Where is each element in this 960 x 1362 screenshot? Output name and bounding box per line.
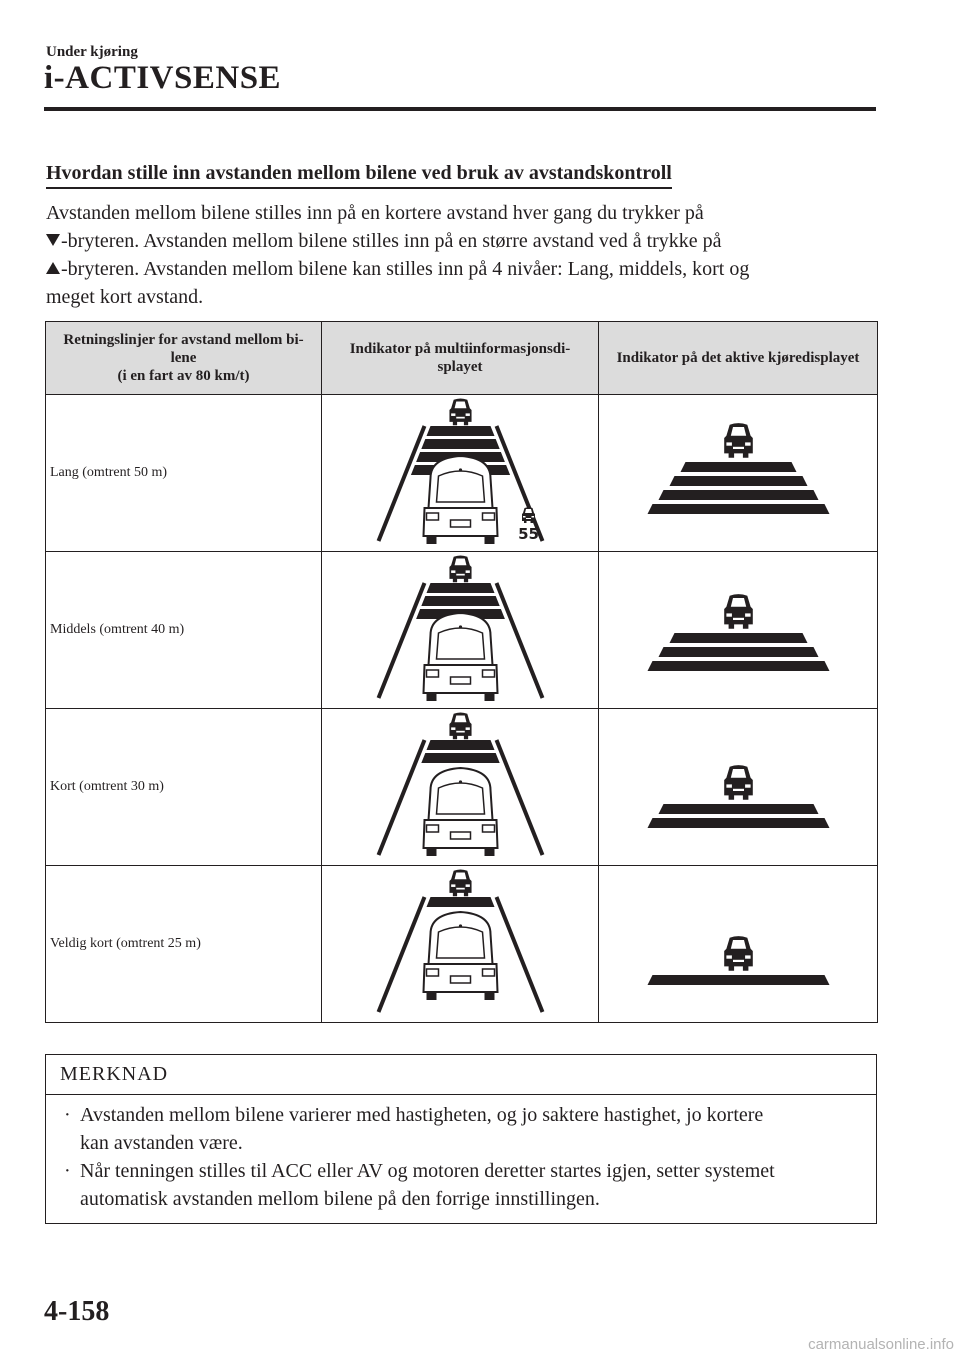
car-light-shape [466, 884, 470, 887]
car-window-shape [731, 427, 746, 436]
host-car-antenna-shape [459, 780, 462, 783]
preceding-car-icon [449, 713, 471, 740]
lane-line [497, 426, 543, 541]
lane-line [379, 740, 425, 855]
note-item-2-line-2: automatisk avstanden mellom bilene på den forrige innstillingen. [80, 1188, 600, 1210]
adtd-indicator-cell [599, 866, 878, 1023]
acc-status-icon [522, 507, 535, 523]
table-row [46, 709, 878, 866]
car-grille-shape [526, 518, 531, 519]
mid-indicator-cell [322, 395, 599, 552]
host-car-antenna-shape [459, 625, 462, 628]
car-light-shape [466, 570, 470, 573]
car-light-shape [745, 442, 751, 445]
car-light-shape [466, 413, 470, 416]
adtd-distance-illustration [599, 396, 878, 550]
distance-label: Veldig kort (omtrent 25 m) [46, 866, 322, 1023]
host-car-wheel-shape [427, 992, 437, 1000]
distance-bar [427, 426, 495, 436]
car-grille-shape [456, 731, 465, 733]
preceding-car-icon [449, 556, 471, 583]
table-row [46, 866, 878, 1023]
car-window-shape [455, 716, 467, 723]
host-car-glass-shape [437, 927, 485, 958]
car-grille-shape [456, 417, 465, 419]
distance-bar [421, 753, 499, 763]
host-car-plate-shape [451, 976, 471, 983]
distance-bar [659, 804, 819, 814]
section-label: Under kjøring [46, 44, 138, 60]
mid-indicator-cell [322, 552, 599, 709]
host-car-wheel-shape [485, 848, 495, 856]
bullet-dot: · [64, 1104, 71, 1126]
table-header-row [46, 322, 878, 395]
header-guideline-line-3: (i en fart av 80 km/t) [117, 368, 250, 384]
host-car-taillight-shape [427, 670, 439, 677]
speed-readout: 55 [518, 525, 539, 543]
lane-line [379, 426, 425, 541]
header-mid-line-2: splayet [437, 359, 483, 375]
distance-bar [659, 490, 819, 500]
car-window-shape [455, 402, 467, 409]
car-grille-shape [456, 574, 465, 576]
host-car-taillight-shape [427, 969, 439, 976]
header-mid-indicator [322, 322, 599, 395]
note-item [64, 1101, 860, 1157]
host-car-plate-shape [451, 677, 471, 684]
distance-bar [427, 583, 495, 593]
host-car-icon [424, 912, 498, 1000]
header-rule [44, 107, 876, 111]
header-guideline-line-2: lene [170, 350, 197, 366]
car-grille-shape [733, 618, 744, 620]
host-car-glass-shape [437, 783, 485, 814]
adtd-indicator-cell [599, 709, 878, 866]
note-item [64, 1157, 860, 1213]
adtd-indicator-cell [599, 552, 878, 709]
car-light-shape [451, 570, 455, 573]
car-light-shape [532, 516, 535, 518]
car-window-shape [731, 940, 746, 949]
intro-paragraph [46, 199, 876, 311]
host-car-plate-shape [451, 520, 471, 527]
host-car-wheel-shape [427, 693, 437, 701]
car-light-shape [726, 784, 732, 787]
distance-bar [427, 740, 495, 750]
watermark: carmanualsonline.info [808, 1336, 954, 1353]
host-car-glass-shape [437, 628, 485, 659]
car-light-shape [726, 955, 732, 958]
distance-bar [670, 633, 808, 643]
note-box [45, 1054, 877, 1224]
down-triangle-icon [46, 234, 60, 246]
distance-table [45, 321, 878, 1023]
car-light-shape [451, 884, 455, 887]
car-light-shape [745, 955, 751, 958]
adtd-indicator-cell [599, 395, 878, 552]
car-light-shape [726, 613, 732, 616]
host-car-plate-shape [451, 832, 471, 839]
bullet-dot: · [64, 1160, 71, 1182]
adtd-distance-illustration [599, 553, 878, 707]
car-grille-shape [733, 789, 744, 791]
car-light-shape [745, 784, 751, 787]
host-car-wheel-shape [485, 536, 495, 544]
car-window-shape [731, 769, 746, 778]
preceding-car-icon [724, 423, 753, 458]
lane-line [379, 897, 425, 1012]
table-row [46, 552, 878, 709]
car-light-shape [726, 442, 732, 445]
distance-label: Middels (omtrent 40 m) [46, 552, 322, 709]
mid-distance-illustration [322, 553, 599, 707]
car-grille-shape [456, 888, 465, 890]
host-car-icon [424, 768, 498, 856]
distance-bar [421, 596, 499, 606]
up-triangle-icon [46, 262, 60, 274]
host-car-wheel-shape [485, 992, 495, 1000]
car-window-shape [731, 598, 746, 607]
note-item-2-line-1: Når tenningen stilles til ACC eller AV og motoren deretter startes igjen, setter systemet [80, 1160, 775, 1182]
mid-distance-illustration [322, 710, 599, 864]
intro-line-3-text: -bryteren. Avstanden mellom bilene kan stilles inn på 4 nivåer: Lang, middels, kort og [61, 258, 750, 280]
host-car-taillight-shape [483, 969, 495, 976]
host-car-icon [424, 613, 498, 701]
car-light-shape [745, 613, 751, 616]
host-car-taillight-shape [483, 670, 495, 677]
header-guideline-line-1: Retningslinjer for avstand mellom bi- [63, 332, 304, 348]
mid-distance-illustration [322, 867, 599, 1021]
preceding-car-icon [724, 765, 753, 800]
lane-line [497, 583, 543, 698]
intro-line-4: meget kort avstand. [46, 286, 204, 308]
adtd-distance-illustration [599, 710, 878, 864]
distance-bar [648, 504, 830, 514]
host-car-antenna-shape [459, 468, 462, 471]
adtd-distance-illustration [599, 867, 878, 1021]
distance-bar [648, 975, 830, 985]
note-title: MERKNAD [46, 1055, 876, 1095]
host-car-glass-shape [437, 471, 485, 502]
car-light-shape [466, 727, 470, 730]
lane-line [497, 740, 543, 855]
car-window-shape [455, 559, 467, 566]
intro-line-2 [46, 227, 876, 255]
host-car-icon [424, 456, 498, 544]
distance-bar [681, 462, 797, 472]
preceding-car-icon [724, 936, 753, 971]
intro-line-3 [46, 255, 876, 283]
header-mid-line-1: Indikator på multiinformasjonsdi- [349, 341, 571, 357]
host-car-wheel-shape [427, 536, 437, 544]
car-light-shape [451, 413, 455, 416]
page-number: 4-158 [44, 1296, 110, 1327]
host-car-taillight-shape [427, 825, 439, 832]
subsection-heading: Hvordan stille inn avstanden mellom bilene ved bruk av avstandskontroll [46, 162, 672, 189]
lane-line [497, 897, 543, 1012]
distance-bar [648, 661, 830, 671]
distance-bar [427, 897, 495, 907]
mid-distance-illustration [322, 396, 599, 550]
chapter-title: i-ACTIVSENSE [44, 60, 282, 96]
distance-bar [421, 439, 499, 449]
note-item-1-line-1: Avstanden mellom bilene varierer med hastigheten, og jo saktere hastighet, jo kortere [80, 1104, 764, 1126]
lane-line [379, 583, 425, 698]
header-guideline [46, 322, 322, 395]
intro-line-1: Avstanden mellom bilene stilles inn på en kortere avstand hver gang du trykker på [46, 202, 704, 224]
host-car-taillight-shape [483, 825, 495, 832]
distance-bar [659, 647, 819, 657]
host-car-taillight-shape [427, 513, 439, 520]
host-car-wheel-shape [485, 693, 495, 701]
car-window-shape [455, 873, 467, 880]
preceding-car-icon [724, 594, 753, 629]
table-row [46, 395, 878, 552]
intro-line-2-text: -bryteren. Avstanden mellom bilene stilles inn på en større avstand ved å trykke på [61, 230, 722, 252]
host-car-wheel-shape [427, 848, 437, 856]
note-body [46, 1095, 876, 1223]
mid-indicator-cell [322, 866, 599, 1023]
note-item-1-line-2: kan avstanden være. [80, 1132, 243, 1154]
header-adtd-indicator: Indikator på det aktive kjøredisplayet [599, 322, 878, 395]
car-grille-shape [733, 447, 744, 449]
host-car-antenna-shape [459, 924, 462, 927]
car-light-shape [451, 727, 455, 730]
distance-bar [670, 476, 808, 486]
preceding-car-icon [449, 399, 471, 426]
preceding-car-icon [449, 870, 471, 897]
distance-label: Kort (omtrent 30 m) [46, 709, 322, 866]
car-window-shape [525, 509, 532, 513]
host-car-taillight-shape [483, 513, 495, 520]
car-light-shape [523, 516, 526, 518]
distance-label: Lang (omtrent 50 m) [46, 395, 322, 552]
car-grille-shape [733, 960, 744, 962]
distance-bar [648, 818, 830, 828]
mid-indicator-cell [322, 709, 599, 866]
